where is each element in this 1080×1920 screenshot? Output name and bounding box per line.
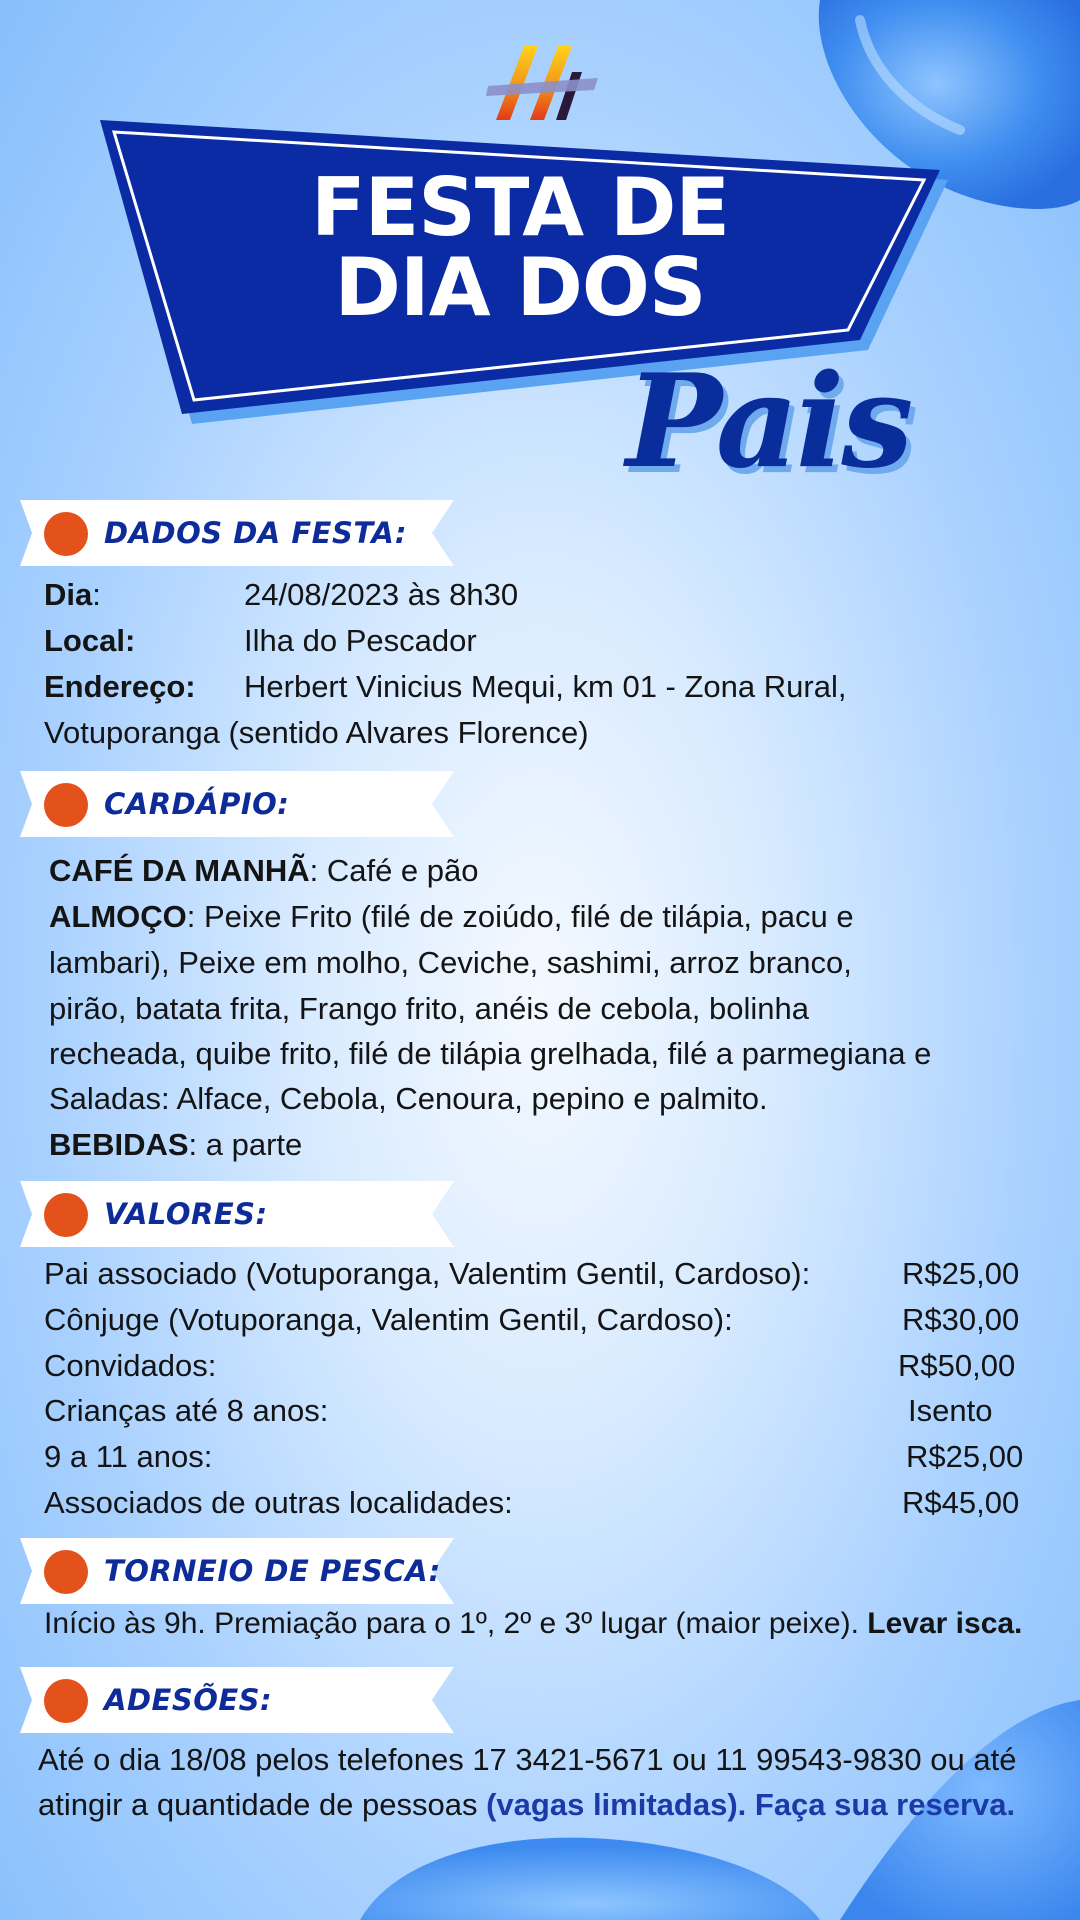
orange-dot-icon	[44, 1679, 88, 1723]
dia-row	[44, 572, 101, 618]
price-row-value: R$30,00	[902, 1302, 1020, 1337]
cafe-label: CAFÉ DA MANHÃ	[49, 853, 310, 888]
price-row-value: R$45,00	[902, 1485, 1020, 1520]
balloon-bottom-center	[360, 1830, 820, 1920]
price-row-label: Pai associado (Votuporanga, Valentim Gentil, Cardoso):	[44, 1256, 811, 1291]
orange-dot-icon	[44, 783, 88, 827]
adesoes-line-1: Até o dia 18/08 pelos telefones 17 3421-5671 ou 11 99543-9830 ou até	[38, 1742, 1017, 1777]
almoco-row	[49, 894, 854, 940]
local-value: Ilha do Pescador	[244, 623, 477, 658]
orange-dot-icon	[44, 1193, 88, 1237]
almoco-line: lambari), Peixe em molho, Ceviche, sashimi, arroz branco,	[49, 945, 852, 980]
price-row-label: Associados de outras localidades:	[44, 1485, 513, 1520]
price-row-label: Cônjuge (Votuporanga, Valentim Gentil, Cardoso):	[44, 1302, 733, 1337]
bebidas-label: BEBIDAS	[49, 1127, 189, 1162]
bebidas-row	[49, 1122, 302, 1168]
torneio-description: Início às 9h. Premiação para o 1º, 2º e 3º lugar (maior peixe).	[44, 1607, 859, 1640]
price-row-label: Convidados:	[44, 1348, 217, 1383]
title-line-2: DIA DOS	[334, 241, 706, 334]
almoco-line: recheada, quibe frito, filé de tilápia grelhada, filé a parmegiana e	[49, 1036, 932, 1071]
almoco-label: ALMOÇO	[49, 899, 187, 934]
dia-colon: :	[92, 577, 101, 612]
section-title-adesoes: ADESÕES:	[104, 1683, 273, 1717]
title-line-1: FESTA DE	[310, 161, 730, 254]
orange-dot-icon	[44, 512, 88, 556]
price-row-value: R$50,00	[898, 1348, 1016, 1383]
section-header-cardapio	[20, 771, 454, 837]
price-row-label: Crianças até 8 anos:	[44, 1393, 329, 1428]
dia-label: Dia	[44, 577, 93, 612]
section-title-cardapio: CARDÁPIO:	[104, 787, 290, 821]
endereco-label: Endereço:	[44, 669, 196, 704]
adesoes-text: atingir a quantidade de pessoas	[38, 1787, 487, 1822]
section-title-dados: DADOS DA FESTA:	[104, 516, 407, 550]
torneio-text	[44, 1601, 1022, 1647]
section-header-torneio	[20, 1538, 454, 1604]
event-title	[240, 161, 800, 334]
section-header-dados	[20, 500, 454, 566]
cafe-row	[49, 848, 479, 894]
almoco-line: pirão, batata frita, Frango frito, anéis de cebola, bolinha	[49, 991, 809, 1026]
adesoes-highlight: (vagas limitadas). Faça sua reserva.	[486, 1787, 1016, 1822]
orange-dot-icon	[44, 1550, 88, 1594]
bebidas-value: : a parte	[188, 1127, 303, 1162]
title-script-word: Pais	[626, 347, 911, 497]
price-row-value: Isento	[908, 1393, 993, 1428]
price-row-label: 9 a 11 anos:	[44, 1439, 213, 1474]
price-row-value: R$25,00	[906, 1439, 1024, 1474]
cafe-value: : Café e pão	[309, 853, 479, 888]
brand-logo-icon	[486, 42, 600, 122]
almoco-line: Saladas: Alface, Cebola, Cenoura, pepino e palmito.	[49, 1081, 768, 1116]
section-title-valores: VALORES:	[104, 1197, 268, 1231]
adesoes-line-2	[38, 1782, 1015, 1828]
endereco-continuation: Votuporanga (sentido Alvares Florence)	[44, 715, 589, 750]
section-header-adesoes	[20, 1667, 454, 1733]
almoco-value: : Peixe Frito (filé de zoiúdo, filé de tilápia, pacu e	[186, 899, 854, 934]
local-label: Local:	[44, 623, 136, 658]
price-row-value: R$25,00	[902, 1256, 1020, 1291]
section-header-valores	[20, 1181, 454, 1247]
endereco-value: Herbert Vinicius Mequi, km 01 - Zona Rural,	[244, 669, 847, 704]
torneio-bold: Levar isca.	[867, 1607, 1023, 1640]
dia-value: 24/08/2023 às 8h30	[244, 577, 519, 612]
section-title-torneio: TORNEIO DE PESCA:	[104, 1554, 441, 1588]
